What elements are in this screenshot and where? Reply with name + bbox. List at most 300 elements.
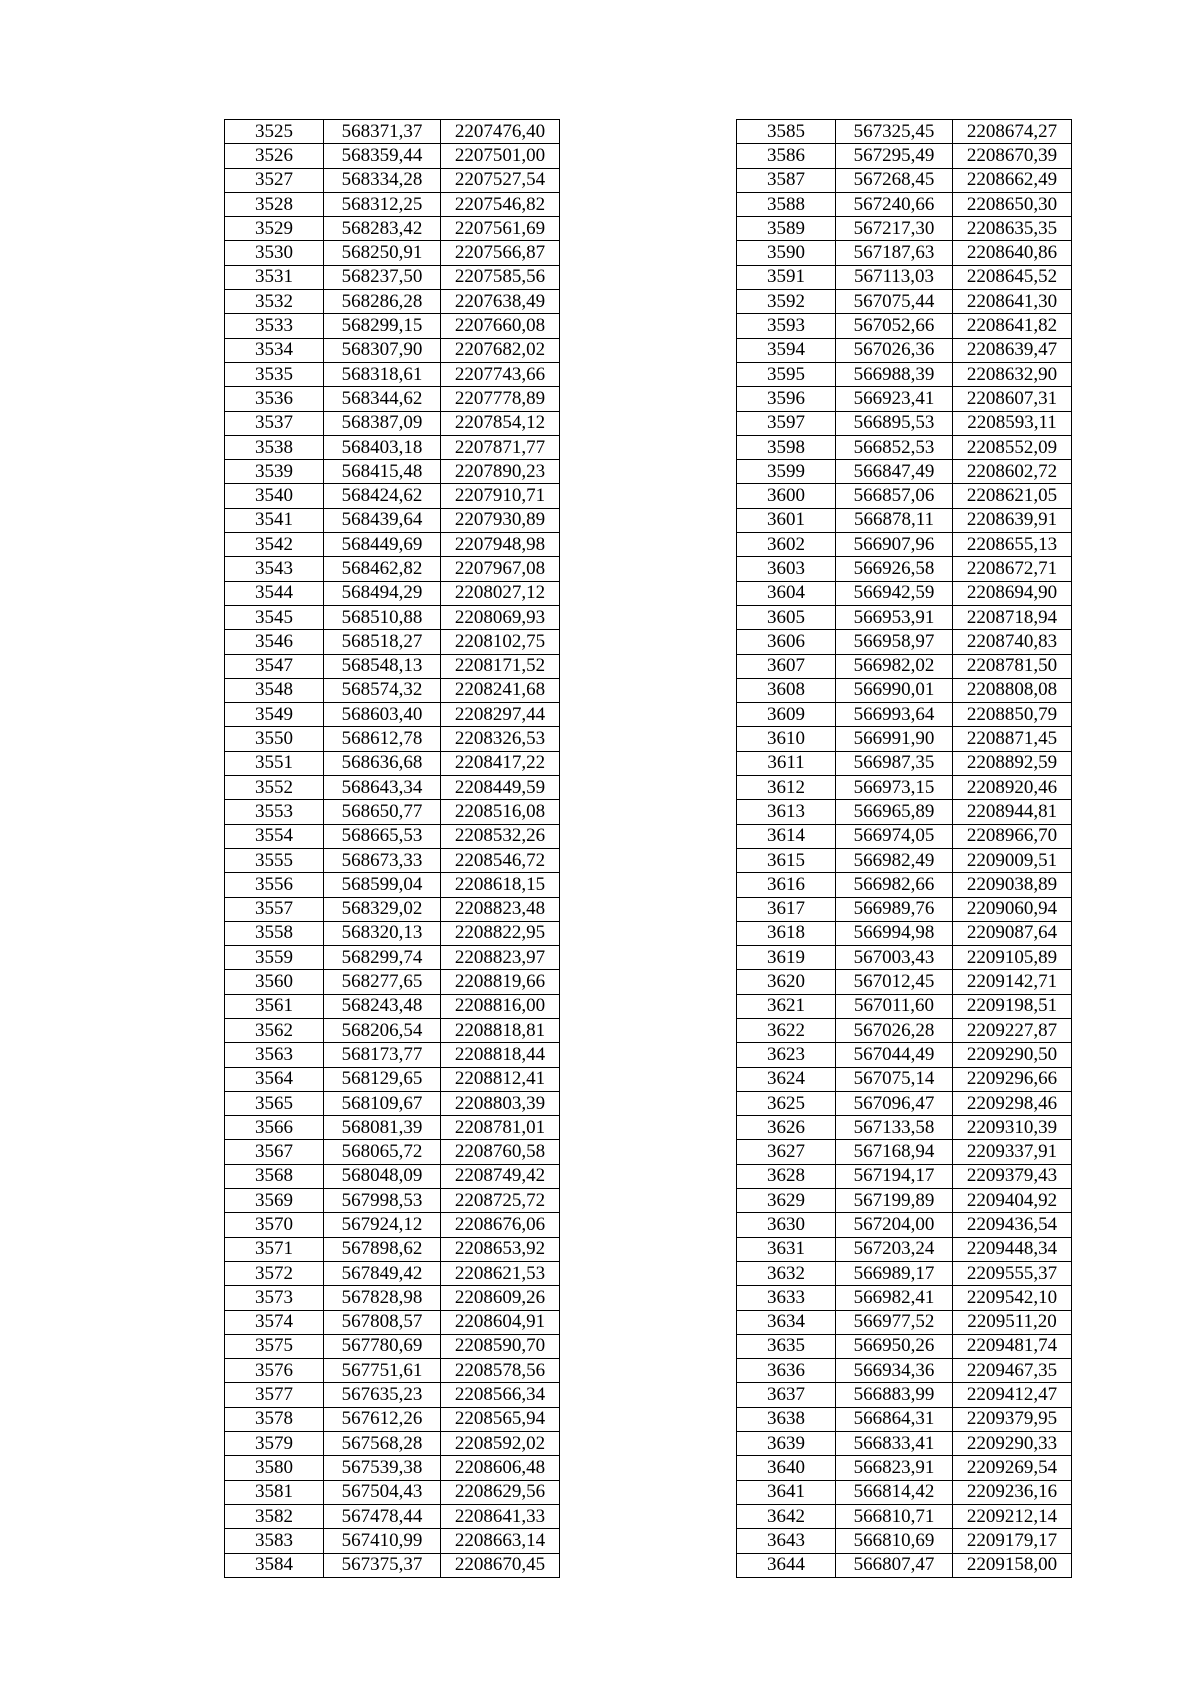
table-row: [225, 800, 560, 824]
point-number-cell: 3616: [737, 873, 836, 897]
y-coordinate-cell: 2209379,95: [953, 1407, 1072, 1431]
y-coordinate-cell: 2209158,00: [953, 1553, 1072, 1577]
x-coordinate-cell: 568129,65: [324, 1067, 441, 1091]
x-coordinate-cell: 568643,34: [324, 776, 441, 800]
table-row: [737, 1504, 1072, 1528]
point-number-cell: 3586: [737, 144, 836, 168]
table-row: [225, 581, 560, 605]
y-coordinate-cell: 2207910,71: [441, 484, 560, 508]
x-coordinate-cell: 567012,45: [836, 970, 953, 994]
x-coordinate-cell: 566814,42: [836, 1480, 953, 1504]
x-coordinate-cell: 568462,82: [324, 557, 441, 581]
point-number-cell: 3624: [737, 1067, 836, 1091]
x-coordinate-cell: 566810,71: [836, 1504, 953, 1528]
point-number-cell: 3567: [225, 1140, 324, 1164]
y-coordinate-cell: 2207660,08: [441, 314, 560, 338]
point-number-cell: 3541: [225, 508, 324, 532]
x-coordinate-cell: 566810,69: [836, 1529, 953, 1553]
point-number-cell: 3570: [225, 1213, 324, 1237]
table-row: [737, 1189, 1072, 1213]
y-coordinate-cell: 2209542,10: [953, 1286, 1072, 1310]
point-number-cell: 3526: [225, 144, 324, 168]
y-coordinate-cell: 2208326,53: [441, 727, 560, 751]
point-number-cell: 3539: [225, 460, 324, 484]
y-coordinate-cell: 2209310,39: [953, 1116, 1072, 1140]
point-number-cell: 3554: [225, 824, 324, 848]
table-row: [225, 484, 560, 508]
table-row: [737, 630, 1072, 654]
table-row: [225, 1091, 560, 1115]
table-row: [737, 338, 1072, 362]
y-coordinate-cell: 2209038,89: [953, 873, 1072, 897]
point-number-cell: 3550: [225, 727, 324, 751]
table-row: [737, 435, 1072, 459]
table-row: [737, 581, 1072, 605]
point-number-cell: 3639: [737, 1432, 836, 1456]
point-number-cell: 3540: [225, 484, 324, 508]
point-number-cell: 3623: [737, 1043, 836, 1067]
x-coordinate-cell: 567052,66: [836, 314, 953, 338]
x-coordinate-cell: 568250,91: [324, 241, 441, 265]
point-number-cell: 3578: [225, 1407, 324, 1431]
x-coordinate-cell: 567075,14: [836, 1067, 953, 1091]
x-coordinate-cell: 566993,64: [836, 703, 953, 727]
point-number-cell: 3577: [225, 1383, 324, 1407]
x-coordinate-cell: 568277,65: [324, 970, 441, 994]
x-coordinate-cell: 567410,99: [324, 1529, 441, 1553]
table-row: [225, 727, 560, 751]
x-coordinate-cell: 568312,25: [324, 192, 441, 216]
table-row: [225, 897, 560, 921]
table-row: [737, 508, 1072, 532]
y-coordinate-cell: 2208663,14: [441, 1529, 560, 1553]
y-coordinate-cell: 2209436,54: [953, 1213, 1072, 1237]
point-number-cell: 3628: [737, 1164, 836, 1188]
point-number-cell: 3614: [737, 824, 836, 848]
table-row: [225, 557, 560, 581]
point-number-cell: 3561: [225, 994, 324, 1018]
x-coordinate-cell: 566852,53: [836, 435, 953, 459]
y-coordinate-cell: 2208670,45: [441, 1553, 560, 1577]
y-coordinate-cell: 2207967,08: [441, 557, 560, 581]
x-coordinate-cell: 567751,61: [324, 1359, 441, 1383]
x-coordinate-cell: 566942,59: [836, 581, 953, 605]
y-coordinate-cell: 2208944,81: [953, 800, 1072, 824]
table-row: [737, 1334, 1072, 1358]
y-coordinate-cell: 2209060,94: [953, 897, 1072, 921]
table-body: [737, 120, 1072, 1578]
table-row: [737, 800, 1072, 824]
y-coordinate-cell: 2208629,56: [441, 1480, 560, 1504]
x-coordinate-cell: 567096,47: [836, 1091, 953, 1115]
x-coordinate-cell: 568636,68: [324, 751, 441, 775]
point-number-cell: 3563: [225, 1043, 324, 1067]
y-coordinate-cell: 2209481,74: [953, 1334, 1072, 1358]
table-row: [225, 387, 560, 411]
point-number-cell: 3535: [225, 362, 324, 386]
y-coordinate-cell: 2208606,48: [441, 1456, 560, 1480]
y-coordinate-cell: 2208674,27: [953, 120, 1072, 144]
table-row: [225, 1480, 560, 1504]
table-row: [225, 1504, 560, 1528]
table-row: [225, 168, 560, 192]
point-number-cell: 3635: [737, 1334, 836, 1358]
x-coordinate-cell: 566895,53: [836, 411, 953, 435]
point-number-cell: 3632: [737, 1261, 836, 1285]
point-number-cell: 3594: [737, 338, 836, 362]
y-coordinate-cell: 2208670,39: [953, 144, 1072, 168]
y-coordinate-cell: 2209290,50: [953, 1043, 1072, 1067]
point-number-cell: 3557: [225, 897, 324, 921]
y-coordinate-cell: 2208639,91: [953, 508, 1072, 532]
y-coordinate-cell: 2207854,12: [441, 411, 560, 435]
x-coordinate-cell: 567011,60: [836, 994, 953, 1018]
table-row: [225, 824, 560, 848]
point-number-cell: 3551: [225, 751, 324, 775]
x-coordinate-cell: 568449,69: [324, 533, 441, 557]
y-coordinate-cell: 2208871,45: [953, 727, 1072, 751]
table-row: [225, 533, 560, 557]
x-coordinate-cell: 567199,89: [836, 1189, 953, 1213]
x-coordinate-cell: 568359,44: [324, 144, 441, 168]
table-row: [737, 751, 1072, 775]
table-row: [225, 776, 560, 800]
table-row: [225, 1456, 560, 1480]
y-coordinate-cell: 2208592,02: [441, 1432, 560, 1456]
point-number-cell: 3606: [737, 630, 836, 654]
y-coordinate-cell: 2209379,43: [953, 1164, 1072, 1188]
table-row: [225, 921, 560, 945]
y-coordinate-cell: 2208749,42: [441, 1164, 560, 1188]
x-coordinate-cell: 568299,15: [324, 314, 441, 338]
y-coordinate-cell: 2207930,89: [441, 508, 560, 532]
table-row: [737, 678, 1072, 702]
y-coordinate-cell: 2208618,15: [441, 873, 560, 897]
point-number-cell: 3572: [225, 1261, 324, 1285]
point-number-cell: 3531: [225, 265, 324, 289]
table-row: [225, 1043, 560, 1067]
point-number-cell: 3532: [225, 290, 324, 314]
x-coordinate-cell: 568173,77: [324, 1043, 441, 1067]
table-row: [737, 411, 1072, 435]
x-coordinate-cell: 566864,31: [836, 1407, 953, 1431]
table-row: [225, 848, 560, 872]
y-coordinate-cell: 2207546,82: [441, 192, 560, 216]
table-row: [225, 751, 560, 775]
point-number-cell: 3618: [737, 921, 836, 945]
point-number-cell: 3537: [225, 411, 324, 435]
point-number-cell: 3547: [225, 654, 324, 678]
table-row: [737, 1091, 1072, 1115]
y-coordinate-cell: 2208578,56: [441, 1359, 560, 1383]
y-coordinate-cell: 2208635,35: [953, 217, 1072, 241]
x-coordinate-cell: 567240,66: [836, 192, 953, 216]
y-coordinate-cell: 2209412,47: [953, 1383, 1072, 1407]
y-coordinate-cell: 2208102,75: [441, 630, 560, 654]
x-coordinate-cell: 568599,04: [324, 873, 441, 897]
point-number-cell: 3542: [225, 533, 324, 557]
x-coordinate-cell: 568415,48: [324, 460, 441, 484]
x-coordinate-cell: 568329,02: [324, 897, 441, 921]
point-number-cell: 3636: [737, 1359, 836, 1383]
table-row: [225, 314, 560, 338]
y-coordinate-cell: 2209179,17: [953, 1529, 1072, 1553]
point-number-cell: 3573: [225, 1286, 324, 1310]
x-coordinate-cell: 568320,13: [324, 921, 441, 945]
x-coordinate-cell: 568387,09: [324, 411, 441, 435]
x-coordinate-cell: 567849,42: [324, 1261, 441, 1285]
x-coordinate-cell: 566991,90: [836, 727, 953, 751]
table-row: [737, 1480, 1072, 1504]
y-coordinate-cell: 2208920,46: [953, 776, 1072, 800]
y-coordinate-cell: 2208604,91: [441, 1310, 560, 1334]
x-coordinate-cell: 568548,13: [324, 654, 441, 678]
table-row: [737, 994, 1072, 1018]
table-row: [737, 387, 1072, 411]
y-coordinate-cell: 2207585,56: [441, 265, 560, 289]
table-row: [225, 654, 560, 678]
table-row: [737, 241, 1072, 265]
point-number-cell: 3571: [225, 1237, 324, 1261]
table-row: [737, 1116, 1072, 1140]
point-number-cell: 3593: [737, 314, 836, 338]
table-row: [737, 217, 1072, 241]
x-coordinate-cell: 568206,54: [324, 1018, 441, 1042]
y-coordinate-cell: 2208822,95: [441, 921, 560, 945]
x-coordinate-cell: 568439,64: [324, 508, 441, 532]
point-number-cell: 3552: [225, 776, 324, 800]
x-coordinate-cell: 567375,37: [324, 1553, 441, 1577]
table-row: [737, 727, 1072, 751]
x-coordinate-cell: 567808,57: [324, 1310, 441, 1334]
y-coordinate-cell: 2208593,11: [953, 411, 1072, 435]
y-coordinate-cell: 2208609,26: [441, 1286, 560, 1310]
x-coordinate-cell: 567612,26: [324, 1407, 441, 1431]
point-number-cell: 3562: [225, 1018, 324, 1042]
x-coordinate-cell: 567168,94: [836, 1140, 953, 1164]
point-number-cell: 3611: [737, 751, 836, 775]
y-coordinate-cell: 2207476,40: [441, 120, 560, 144]
y-coordinate-cell: 2208823,48: [441, 897, 560, 921]
x-coordinate-cell: 568243,48: [324, 994, 441, 1018]
x-coordinate-cell: 568371,37: [324, 120, 441, 144]
y-coordinate-cell: 2207566,87: [441, 241, 560, 265]
x-coordinate-cell: 566965,89: [836, 800, 953, 824]
x-coordinate-cell: 566982,66: [836, 873, 953, 897]
table-row: [737, 824, 1072, 848]
point-number-cell: 3630: [737, 1213, 836, 1237]
table-row: [737, 605, 1072, 629]
x-coordinate-cell: 568286,28: [324, 290, 441, 314]
table-row: [737, 1018, 1072, 1042]
table-row: [737, 290, 1072, 314]
x-coordinate-cell: 568307,90: [324, 338, 441, 362]
table-row: [737, 1407, 1072, 1431]
y-coordinate-cell: 2209467,35: [953, 1359, 1072, 1383]
point-number-cell: 3601: [737, 508, 836, 532]
x-coordinate-cell: 568510,88: [324, 605, 441, 629]
point-number-cell: 3634: [737, 1310, 836, 1334]
table-row: [737, 1529, 1072, 1553]
point-number-cell: 3644: [737, 1553, 836, 1577]
point-number-cell: 3536: [225, 387, 324, 411]
point-number-cell: 3545: [225, 605, 324, 629]
x-coordinate-cell: 566847,49: [836, 460, 953, 484]
point-number-cell: 3525: [225, 120, 324, 144]
point-number-cell: 3621: [737, 994, 836, 1018]
y-coordinate-cell: 2209298,46: [953, 1091, 1072, 1115]
y-coordinate-cell: 2208297,44: [441, 703, 560, 727]
x-coordinate-cell: 568344,62: [324, 387, 441, 411]
point-number-cell: 3597: [737, 411, 836, 435]
point-number-cell: 3587: [737, 168, 836, 192]
x-coordinate-cell: 566953,91: [836, 605, 953, 629]
point-number-cell: 3569: [225, 1189, 324, 1213]
y-coordinate-cell: 2208808,08: [953, 678, 1072, 702]
y-coordinate-cell: 2207948,98: [441, 533, 560, 557]
table-row: [737, 144, 1072, 168]
x-coordinate-cell: 568318,61: [324, 362, 441, 386]
y-coordinate-cell: 2208725,72: [441, 1189, 560, 1213]
y-coordinate-cell: 2208566,34: [441, 1383, 560, 1407]
table-row: [225, 362, 560, 386]
y-coordinate-cell: 2207561,69: [441, 217, 560, 241]
table-row: [225, 120, 560, 144]
table-row: [225, 1018, 560, 1042]
x-coordinate-cell: 566878,11: [836, 508, 953, 532]
table-row: [225, 1189, 560, 1213]
point-number-cell: 3555: [225, 848, 324, 872]
table-row: [225, 1432, 560, 1456]
point-number-cell: 3546: [225, 630, 324, 654]
point-number-cell: 3613: [737, 800, 836, 824]
x-coordinate-cell: 568334,28: [324, 168, 441, 192]
table-row: [225, 1237, 560, 1261]
y-coordinate-cell: 2208676,06: [441, 1213, 560, 1237]
x-coordinate-cell: 568283,42: [324, 217, 441, 241]
y-coordinate-cell: 2209337,91: [953, 1140, 1072, 1164]
x-coordinate-cell: 566977,52: [836, 1310, 953, 1334]
y-coordinate-cell: 2207890,23: [441, 460, 560, 484]
x-coordinate-cell: 567898,62: [324, 1237, 441, 1261]
table-row: [225, 678, 560, 702]
x-coordinate-cell: 566923,41: [836, 387, 953, 411]
y-coordinate-cell: 2208640,86: [953, 241, 1072, 265]
x-coordinate-cell: 566823,91: [836, 1456, 953, 1480]
y-coordinate-cell: 2208532,26: [441, 824, 560, 848]
table-row: [225, 144, 560, 168]
y-coordinate-cell: 2208069,93: [441, 605, 560, 629]
y-coordinate-cell: 2209227,87: [953, 1018, 1072, 1042]
table-row: [225, 946, 560, 970]
y-coordinate-cell: 2208645,52: [953, 265, 1072, 289]
point-number-cell: 3581: [225, 1480, 324, 1504]
x-coordinate-cell: 566987,35: [836, 751, 953, 775]
table-row: [225, 970, 560, 994]
y-coordinate-cell: 2208740,83: [953, 630, 1072, 654]
x-coordinate-cell: 566958,97: [836, 630, 953, 654]
y-coordinate-cell: 2209212,14: [953, 1504, 1072, 1528]
y-coordinate-cell: 2208818,81: [441, 1018, 560, 1042]
x-coordinate-cell: 567026,28: [836, 1018, 953, 1042]
y-coordinate-cell: 2209087,64: [953, 921, 1072, 945]
table-row: [737, 1383, 1072, 1407]
table-row: [737, 1261, 1072, 1285]
point-number-cell: 3625: [737, 1091, 836, 1115]
y-coordinate-cell: 2208823,97: [441, 946, 560, 970]
x-coordinate-cell: 568518,27: [324, 630, 441, 654]
x-coordinate-cell: 568673,33: [324, 848, 441, 872]
y-coordinate-cell: 2207501,00: [441, 144, 560, 168]
point-number-cell: 3596: [737, 387, 836, 411]
y-coordinate-cell: 2208027,12: [441, 581, 560, 605]
y-coordinate-cell: 2208803,39: [441, 1091, 560, 1115]
y-coordinate-cell: 2209511,20: [953, 1310, 1072, 1334]
point-number-cell: 3637: [737, 1383, 836, 1407]
x-coordinate-cell: 567026,36: [836, 338, 953, 362]
table-row: [225, 192, 560, 216]
table-row: [737, 946, 1072, 970]
table-row: [737, 460, 1072, 484]
y-coordinate-cell: 2208552,09: [953, 435, 1072, 459]
point-number-cell: 3583: [225, 1529, 324, 1553]
table-body: [225, 120, 560, 1578]
table-row: [225, 1213, 560, 1237]
y-coordinate-cell: 2207682,02: [441, 338, 560, 362]
y-coordinate-cell: 2208641,82: [953, 314, 1072, 338]
y-coordinate-cell: 2209296,66: [953, 1067, 1072, 1091]
table-row: [225, 241, 560, 265]
table-row: [225, 1067, 560, 1091]
x-coordinate-cell: 567780,69: [324, 1334, 441, 1358]
table-row: [225, 411, 560, 435]
table-row: [225, 290, 560, 314]
x-coordinate-cell: 566988,39: [836, 362, 953, 386]
table-row: [225, 338, 560, 362]
x-coordinate-cell: 567044,49: [836, 1043, 953, 1067]
point-number-cell: 3599: [737, 460, 836, 484]
y-coordinate-cell: 2208892,59: [953, 751, 1072, 775]
point-number-cell: 3608: [737, 678, 836, 702]
point-number-cell: 3559: [225, 946, 324, 970]
point-number-cell: 3591: [737, 265, 836, 289]
table-row: [737, 654, 1072, 678]
point-number-cell: 3590: [737, 241, 836, 265]
table-row: [737, 1359, 1072, 1383]
point-number-cell: 3631: [737, 1237, 836, 1261]
point-number-cell: 3585: [737, 120, 836, 144]
point-number-cell: 3533: [225, 314, 324, 338]
x-coordinate-cell: 566990,01: [836, 678, 953, 702]
table-row: [737, 1140, 1072, 1164]
point-number-cell: 3568: [225, 1164, 324, 1188]
y-coordinate-cell: 2209105,89: [953, 946, 1072, 970]
y-coordinate-cell: 2208819,66: [441, 970, 560, 994]
y-coordinate-cell: 2208602,72: [953, 460, 1072, 484]
x-coordinate-cell: 568065,72: [324, 1140, 441, 1164]
y-coordinate-cell: 2207527,54: [441, 168, 560, 192]
y-coordinate-cell: 2209290,33: [953, 1432, 1072, 1456]
point-number-cell: 3626: [737, 1116, 836, 1140]
x-coordinate-cell: 568048,09: [324, 1164, 441, 1188]
point-number-cell: 3615: [737, 848, 836, 872]
y-coordinate-cell: 2209236,16: [953, 1480, 1072, 1504]
x-coordinate-cell: 568403,18: [324, 435, 441, 459]
x-coordinate-cell: 567568,28: [324, 1432, 441, 1456]
point-number-cell: 3589: [737, 217, 836, 241]
y-coordinate-cell: 2208672,71: [953, 557, 1072, 581]
y-coordinate-cell: 2208449,59: [441, 776, 560, 800]
